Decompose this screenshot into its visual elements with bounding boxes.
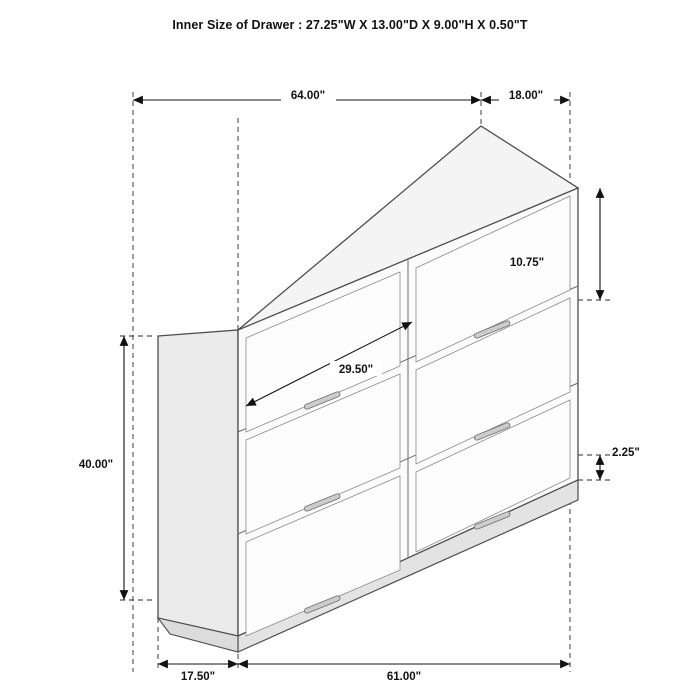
dim-label-18: 18.00" [508,90,544,102]
dim-label-61: 61.00" [386,671,422,683]
page-title: Inner Size of Drawer : 27.25"W X 13.00"D X 9.00"H X 0.50"T [172,18,528,32]
dresser-body [158,126,578,652]
dim-label-40: 40.00" [78,459,114,471]
dresser-left-side-panel [158,330,238,636]
dim-label-2-25: 2.25" [612,447,640,459]
dim-label-10-75: 10.75" [509,257,545,269]
dim-label-17-50: 17.50" [180,671,216,683]
dim-label-29-50: 29.50" [338,364,374,376]
dim-label-64: 64.00" [290,90,326,102]
